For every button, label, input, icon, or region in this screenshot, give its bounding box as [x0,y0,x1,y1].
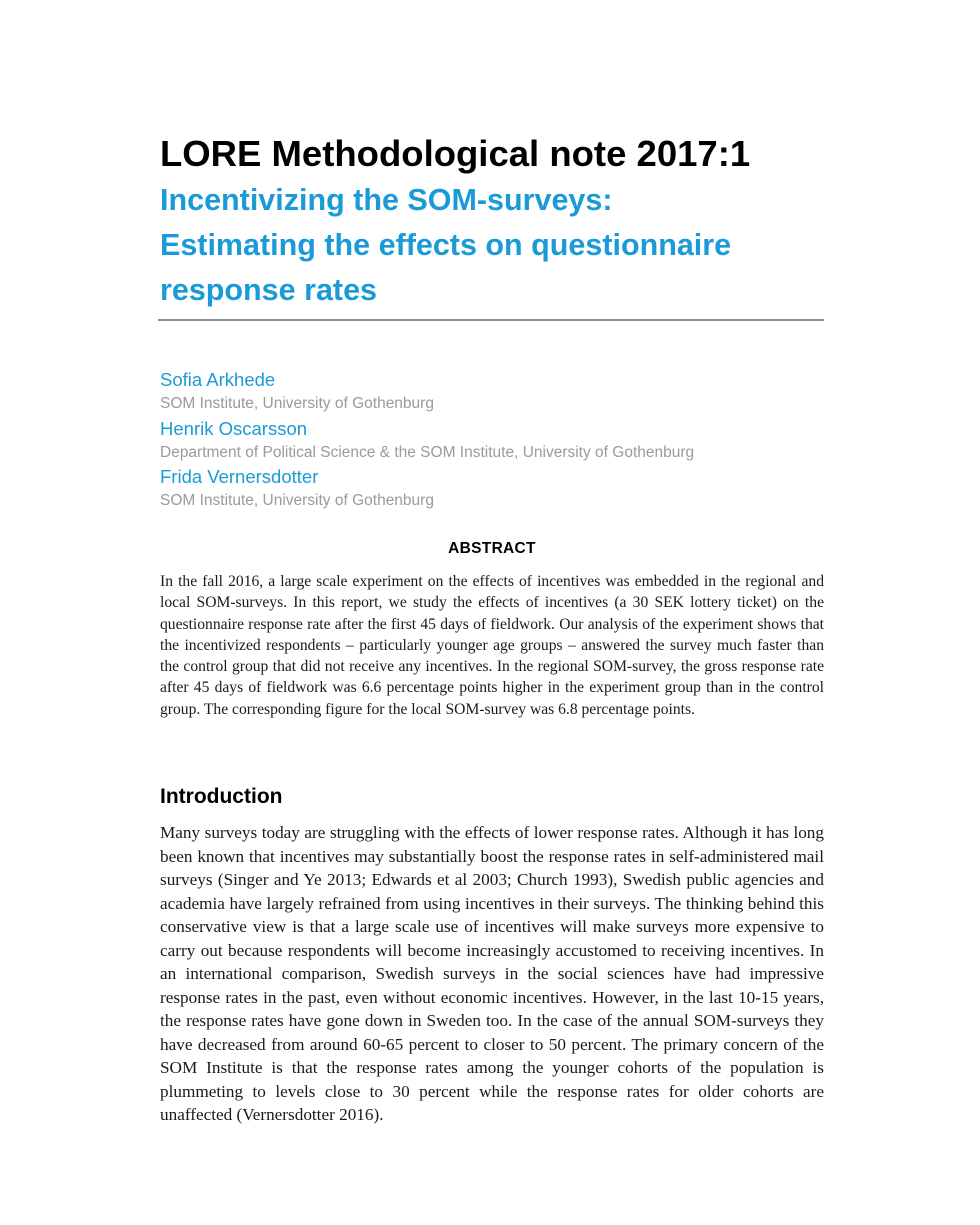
author-entry [160,417,824,466]
title-line: Incentivizing the SOM-surveys: [160,183,613,217]
author-affiliation: Department of Political Science & the SOM Institute, University of Gothenburg [160,443,695,461]
author-entry [160,368,824,417]
author-affiliation: SOM Institute, University of Gothenburg [160,395,434,412]
author-affiliation: SOM Institute, University of Gothenburg [160,492,434,509]
author-name: Sofia Arkhede [160,369,276,390]
author-name: Henrik Oscarsson [160,417,308,439]
document-page [160,130,824,1124]
introduction-heading: Introduction [160,785,283,808]
abstract-text: In the fall 2016, a large scale experiment on the effects of incentives was embedded in the regional and local SOM-surveys. In this report, we study the effects of incentives (a 30 SEK lottery ticket) on the questionnaire response rate after the first 45 days of fieldwork. Our analysis of the experiment shows that the incentivized respondents – particularly younger age groups – answered the survey much faster than the control group that did not receive any incentives. In the regional SOM-survey, the gross response rate after 45 days of fieldwork was 6.6 percentage points higher in the experiment group than in the control group. The corresponding figure for the local SOM-survey was 6.8 percentage points. [160,573,824,718]
title-line: Estimating the effects on questionnaire [160,228,732,262]
introduction-text: Many surveys today are struggling with the effects of lower response rates. Although it has long been known that incentives may substantially boost the response rates in self-administered mail surveys (Singer and Ye 2013; Edwards et al 2003; Church 1993), Swedish public agencies and academia have largely refrained from using incentives in their surveys. The thinking behind this conservative view is that a large scale use of incentives will make surveys more expensive to carry out because respondents will become increasingly accustomed to receiving incentives. In an international comparison, Swedish surveys in the social sciences have had impressive response rates in the past, even without economic incentives. However, in the last 10-15 years, the response rates have gone down in Sweden too. In the case of the annual SOM-surveys they have decreased from around 60-65 percent to closer to 50 percent. The primary concern of the SOM Institute is that the response rates among the younger cohorts of the population is plummeting to levels close to 30 percent while the response rates for older cohorts are unaffected (Vernersdotter 2016). [160,823,824,1124]
author-list [160,368,824,514]
document-title [160,178,824,313]
title-divider [158,319,824,321]
series-title: LORE Methodological note 2017:1 [160,133,751,174]
author-name: Frida Vernersdotter [160,466,319,487]
abstract-heading: ABSTRACT [448,540,536,557]
author-entry [160,465,824,514]
title-line: response rates [160,273,377,307]
